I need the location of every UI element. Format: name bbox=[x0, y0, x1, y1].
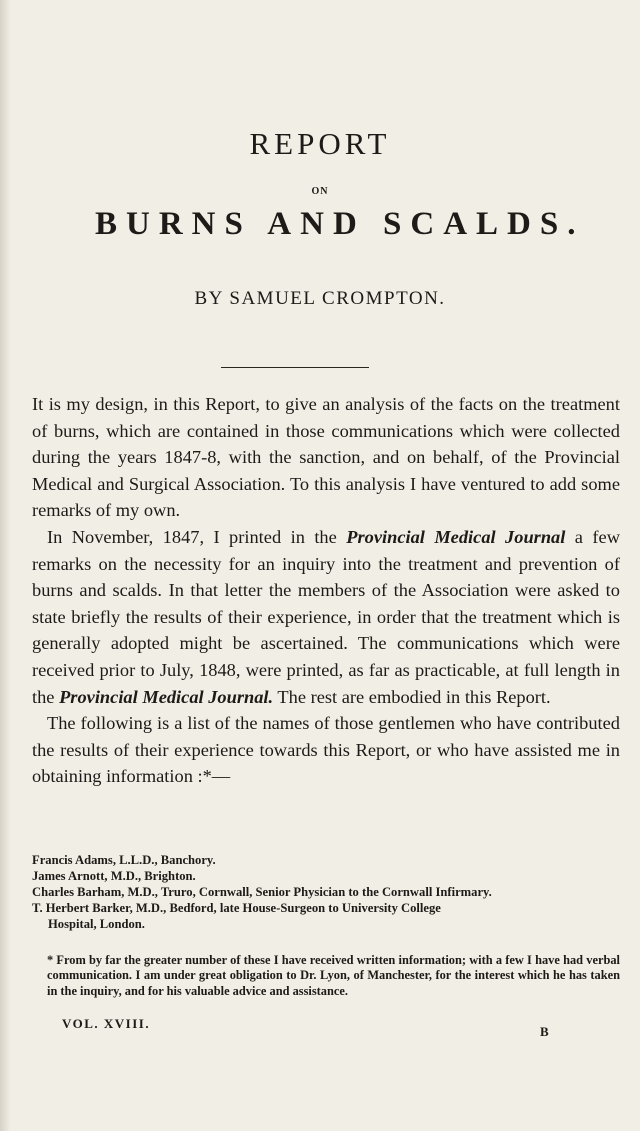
contributor-entry: Charles Barham, M.D., Truro, Cornwall, Senior Physician to the Cornwall Infirmary. bbox=[32, 885, 492, 899]
contributor-entry: T. Herbert Barker, M.D., Bedford, late House-Surgeon to University College bbox=[32, 901, 441, 915]
contributor-entry: Francis Adams, L.L.D., Banchory. bbox=[32, 853, 216, 867]
binding-gutter bbox=[0, 0, 10, 1131]
paragraph-text: The following is a list of the names of those gentlemen who have contributed the results of their experience towards this Report, or who have assisted me in obtaining information :*— bbox=[32, 713, 620, 787]
report-title: REPORT bbox=[249, 126, 391, 161]
journal-title: Provincial Medical Journal. bbox=[59, 686, 274, 707]
author-byline: BY SAMUEL CROMPTON. bbox=[194, 288, 446, 309]
title-divider bbox=[221, 367, 369, 368]
paragraph-text: In November, 1847, I printed in the bbox=[47, 526, 347, 547]
volume-label: VOL. XVIII. bbox=[62, 1016, 151, 1031]
paragraph-intro bbox=[32, 391, 620, 524]
body-text bbox=[32, 391, 620, 790]
contributor-entry-continued: Hospital, London. bbox=[48, 917, 145, 931]
contributor-list bbox=[32, 852, 624, 932]
paragraph-text: a few remarks on the necessity for an inquiry into the treatment and prevention of burns and scalds. In that letter the members of the Association were asked to state briefly the results of their experience, in order that the treatment which is generally adopted might be ascertained. The communications which were received prior to July, 1848, were printed, as far as practicable, at full length in the bbox=[32, 526, 620, 707]
footnote-text: * From by far the greater number of these I have received written information; with a few I have had verbal communication. I am under great obligation to Dr. Lyon, of Manchester, for the interest which he has taken in the inquiry, and for his valuable advice and assistance. bbox=[47, 953, 620, 998]
paragraph-text: The rest are embodied in this Report. bbox=[273, 686, 551, 707]
journal-title: Provincial Medical Journal bbox=[346, 526, 566, 547]
subtitle-on: ON bbox=[311, 186, 329, 197]
paragraph-text: It is my design, in this Report, to give an analysis of the facts on the treatment of burns, which are contained in those communications which were collected during the years 1847-8, with the sanction, and on behalf, of the Provincial Medical and Surgical Association. To this analysis I have ventured to add some remarks of my own. bbox=[32, 394, 620, 521]
subject-title: BURNS AND SCALDS. bbox=[95, 206, 585, 242]
footnote bbox=[32, 953, 620, 999]
contributor-entry: James Arnott, M.D., Brighton. bbox=[32, 869, 196, 883]
signature-mark: B bbox=[540, 1024, 551, 1039]
paragraph-contributors-intro bbox=[32, 710, 620, 790]
paragraph-history bbox=[32, 524, 620, 710]
